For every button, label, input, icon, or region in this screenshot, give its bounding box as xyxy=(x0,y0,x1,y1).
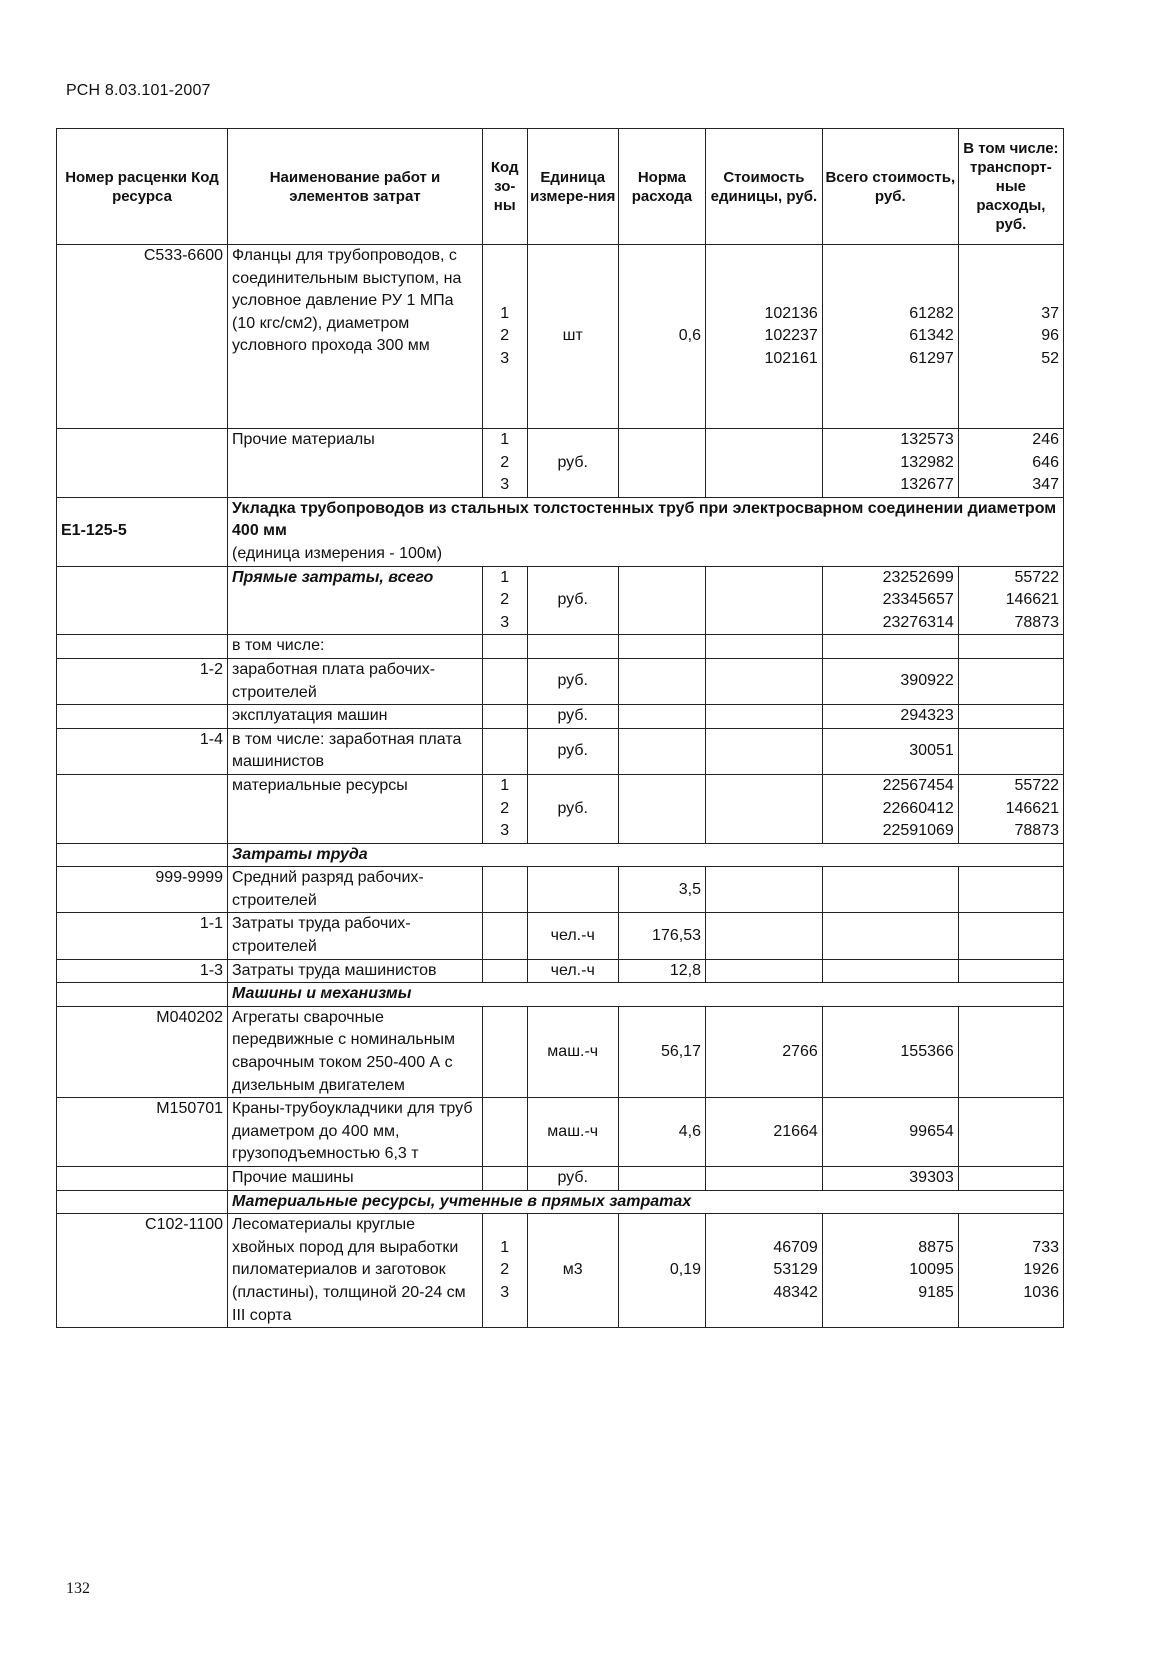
document-code: РСН 8.03.101-2007 xyxy=(66,82,211,99)
resource-name: материальные ресурсы xyxy=(228,774,483,843)
total-cost: 22567454 22660412 22591069 xyxy=(822,774,958,843)
resource-name: Средний разряд рабочих-строителей xyxy=(228,867,483,913)
table-row xyxy=(57,658,1064,704)
transport-cost: 37 96 52 xyxy=(958,245,1063,429)
total-cost: 155366 xyxy=(822,1006,958,1097)
unit-cost xyxy=(705,429,822,498)
resource-name: Затраты труда рабочих-строителей xyxy=(228,913,483,959)
rates-table xyxy=(56,128,1064,1328)
transport-cost: 55722 146621 78873 xyxy=(958,566,1063,635)
norm xyxy=(618,429,705,498)
resource-name: заработная плата рабочих-строителей xyxy=(228,658,483,704)
col-header-total: Всего стоимость, руб. xyxy=(822,129,958,245)
section-unit-note: (единица измерения - 100м) xyxy=(232,544,443,562)
resource-name: эксплуатация машин xyxy=(228,705,483,729)
unit: маш.-ч xyxy=(527,1098,618,1167)
norm: 176,53 xyxy=(618,913,705,959)
unit: руб. xyxy=(527,728,618,774)
norm: 0,6 xyxy=(618,245,705,429)
unit: маш.-ч xyxy=(527,1006,618,1097)
rate-code: Е1-125-5 xyxy=(57,497,228,566)
resource-name: Краны-трубоукладчики для труб диаметром до 400 мм, грузоподъемностью 6,3 т xyxy=(228,1098,483,1167)
resource-code: 1-2 xyxy=(57,658,228,704)
col-header-code: Номер расценки Код ресурса xyxy=(57,129,228,245)
transport-cost: 733 1926 1036 xyxy=(958,1214,1063,1328)
resource-code: С533-6600 xyxy=(57,245,228,429)
resource-code: 1-3 xyxy=(57,959,228,983)
unit-cost xyxy=(705,566,822,635)
table-row xyxy=(57,913,1064,959)
resource-code: С102-1100 xyxy=(57,1214,228,1328)
unit: шт xyxy=(527,245,618,429)
unit: руб. xyxy=(527,705,618,729)
resource-name: Лесоматериалы круглые хвойных пород для выработки пиломатериалов и заготовок (пластины), толщиной 20-24 см III сорта xyxy=(228,1214,483,1328)
zone-codes: 1 2 3 xyxy=(482,566,527,635)
zone-codes: 1 2 3 xyxy=(482,774,527,843)
table-row xyxy=(57,705,1064,729)
transport-cost: 55722 146621 78873 xyxy=(958,774,1063,843)
resource-name: Прочие машины xyxy=(228,1167,483,1191)
total-cost: 8875 10095 9185 xyxy=(822,1214,958,1328)
table-row xyxy=(57,867,1064,913)
total-cost: 99654 xyxy=(822,1098,958,1167)
table-row xyxy=(57,774,1064,843)
resource-code: 1-1 xyxy=(57,913,228,959)
resource-name: Затраты труда машинистов xyxy=(228,959,483,983)
unit-cost: 2766 xyxy=(705,1006,822,1097)
page-number: 132 xyxy=(66,1580,90,1597)
materials-heading: Материальные ресурсы, учтенные в прямых затратах xyxy=(228,1190,1064,1214)
resource-name: Агрегаты сварочные передвижные с номинальным сварочным током 250-400 А с дизельным двигателем xyxy=(228,1006,483,1097)
table-row xyxy=(57,245,1064,429)
subsection-row xyxy=(57,843,1064,867)
unit: м3 xyxy=(527,1214,618,1328)
norm: 4,6 xyxy=(618,1098,705,1167)
table-row xyxy=(57,1167,1064,1191)
zone-codes: 1 2 3 xyxy=(482,245,527,429)
resource-code xyxy=(57,566,228,635)
table-row xyxy=(57,635,1064,659)
norm: 56,17 xyxy=(618,1006,705,1097)
table-row xyxy=(57,728,1064,774)
unit: руб. xyxy=(527,566,618,635)
table-row xyxy=(57,1214,1064,1328)
col-header-norm: Норма расхода xyxy=(618,129,705,245)
table-row xyxy=(57,429,1064,498)
unit-cost: 46709 53129 48342 xyxy=(705,1214,822,1328)
unit-cost: 102136 102237 102161 xyxy=(705,245,822,429)
unit: руб. xyxy=(527,429,618,498)
total-cost: 294323 xyxy=(822,705,958,729)
total-cost: 132573 132982 132677 xyxy=(822,429,958,498)
table-row xyxy=(57,566,1064,635)
col-header-unit: Единица измере-ния xyxy=(527,129,618,245)
subsection-row xyxy=(57,1190,1064,1214)
total-cost: 23252699 23345657 23276314 xyxy=(822,566,958,635)
total-cost: 39303 xyxy=(822,1167,958,1191)
norm: 12,8 xyxy=(618,959,705,983)
norm xyxy=(618,566,705,635)
zone-codes: 1 2 3 xyxy=(482,429,527,498)
norm: 0,19 xyxy=(618,1214,705,1328)
norm: 3,5 xyxy=(618,867,705,913)
resource-code xyxy=(57,429,228,498)
table-row xyxy=(57,1098,1064,1167)
total-cost: 61282 61342 61297 xyxy=(822,245,958,429)
resource-name: Фланцы для трубопроводов, с соединительным выступом, на условное давление РУ 1 МПа (10 кгс/см2), диаметром условного прохода 300 мм xyxy=(228,245,483,429)
unit: чел.-ч xyxy=(527,913,618,959)
total-cost: 390922 xyxy=(822,658,958,704)
direct-costs-label: Прямые затраты, всего xyxy=(228,566,483,635)
total-cost: 30051 xyxy=(822,728,958,774)
transport-cost: 246 646 347 xyxy=(958,429,1063,498)
resource-name: Прочие материалы xyxy=(228,429,483,498)
table-row xyxy=(57,959,1064,983)
col-header-name: Наименование работ и элементов затрат xyxy=(228,129,483,245)
resource-code: 999-9999 xyxy=(57,867,228,913)
resource-code: М150701 xyxy=(57,1098,228,1167)
resource-code: 1-4 xyxy=(57,728,228,774)
machines-heading: Машины и механизмы xyxy=(228,983,1064,1007)
labor-heading: Затраты труда xyxy=(228,843,1064,867)
subsection-row xyxy=(57,983,1064,1007)
section-title: Укладка трубопроводов из стальных толстостенных труб при электросварном соединении диаметром 400 мм xyxy=(232,499,1057,540)
col-header-transport: В том числе: транспорт-ные расходы, руб. xyxy=(958,129,1063,245)
resource-name: в том числе: заработная плата машинистов xyxy=(228,728,483,774)
unit: руб. xyxy=(527,774,618,843)
unit: руб. xyxy=(527,658,618,704)
resource-code: М040202 xyxy=(57,1006,228,1097)
unit: руб. xyxy=(527,1167,618,1191)
table-header-row xyxy=(57,129,1064,245)
table-row xyxy=(57,1006,1064,1097)
unit: чел.-ч xyxy=(527,959,618,983)
including-label: в том числе: xyxy=(228,635,483,659)
col-header-unit-cost: Стоимость единицы, руб. xyxy=(705,129,822,245)
unit-cost: 21664 xyxy=(705,1098,822,1167)
col-header-zone: Код зо-ны xyxy=(482,129,527,245)
section-title-row xyxy=(57,497,1064,566)
zone-codes: 1 2 3 xyxy=(482,1214,527,1328)
